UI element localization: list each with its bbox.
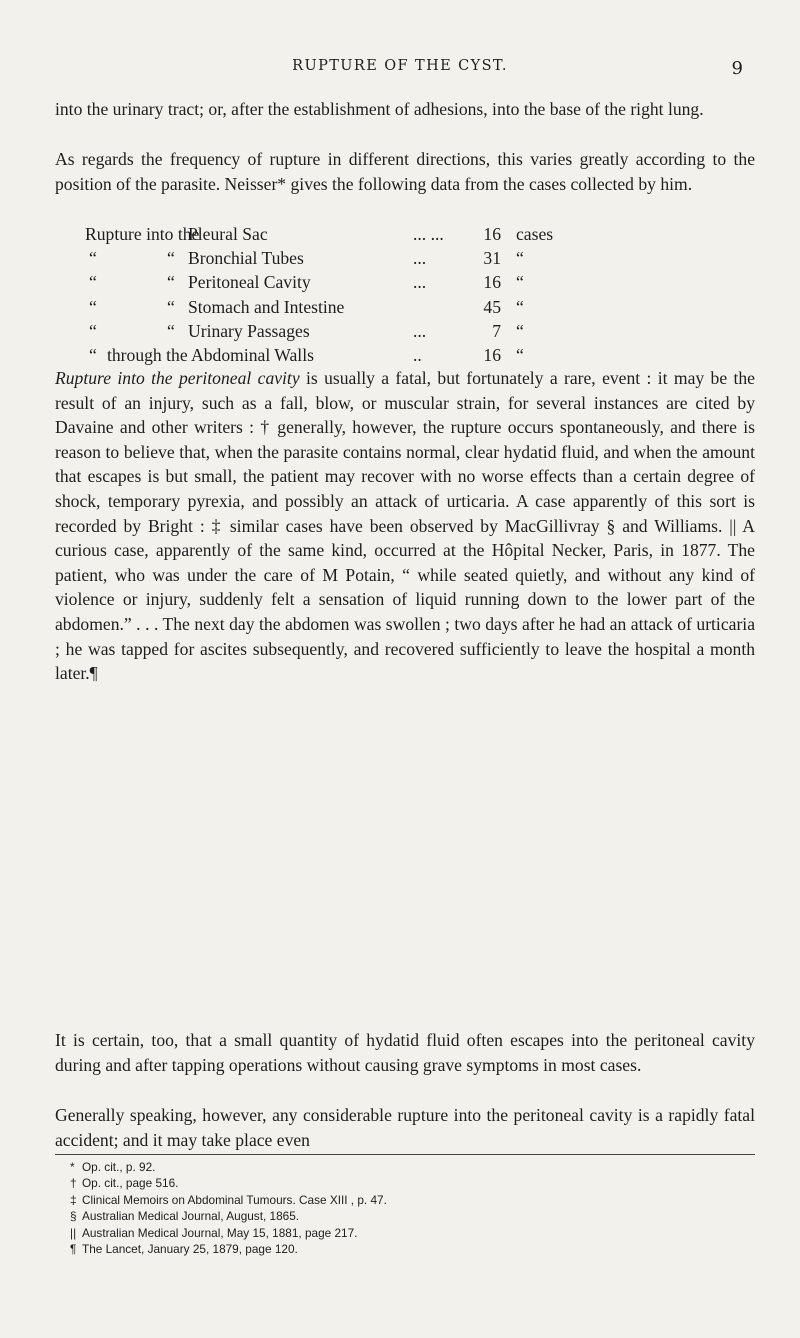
ditto-mark: “ xyxy=(167,320,175,341)
table-row xyxy=(85,270,765,294)
paragraph-1 xyxy=(55,97,755,122)
ditto-mark: “ xyxy=(516,320,524,341)
ditto-mark: “ xyxy=(516,296,524,317)
ditto-mark: “ xyxy=(89,320,97,341)
row-count: 16 xyxy=(483,224,501,244)
paragraph-4-text: It is certain, too, that a small quantity of hydatid fluid often escapes into the peritoneal cavity during and after tapping operations without causing grave symptoms in most cases. xyxy=(55,1030,755,1075)
ditto-mark: “ xyxy=(89,296,97,317)
footnote-text: Clinical Memoirs on Abdominal Tumours. Case XIII , p. 47. xyxy=(82,1192,387,1207)
footnote xyxy=(70,1192,750,1208)
ditto-mark: “ xyxy=(89,344,97,365)
row-description: through the Abdominal Walls xyxy=(107,344,314,365)
table-row xyxy=(85,319,765,343)
footnote-mark: † xyxy=(70,1176,77,1191)
paragraph-5 xyxy=(55,1103,755,1152)
ditto-mark: “ xyxy=(516,272,524,293)
footnotes xyxy=(70,1159,750,1257)
running-title: RUPTURE OF THE CYST. xyxy=(292,58,508,74)
ditto-mark: “ xyxy=(167,272,175,293)
footnote-text: Australian Medical Journal, May 15, 1881, page 217. xyxy=(82,1225,358,1240)
footnote xyxy=(70,1159,750,1175)
page-header xyxy=(0,58,800,82)
footnote-text: Australian Medical Journal, August, 1865. xyxy=(82,1209,300,1224)
rupture-frequency-table xyxy=(85,222,765,367)
row-count: 45 xyxy=(483,296,501,317)
footnote-mark: § xyxy=(70,1209,77,1224)
ditto-mark: “ xyxy=(167,296,175,317)
footnote-text: The Lancet, January 25, 1879, page 120. xyxy=(82,1242,298,1257)
row-unit: cases xyxy=(516,224,554,244)
row-leader-dots: ... xyxy=(413,248,427,269)
footnote-text: Op. cit., p. 92. xyxy=(82,1160,156,1174)
footnote-mark: || xyxy=(70,1225,77,1240)
footnote xyxy=(70,1175,750,1191)
row-description: Peritoneal Cavity xyxy=(188,272,311,293)
footnote xyxy=(70,1208,750,1224)
paragraph-3-body: is usually a fatal, but fortunately a rare, event : it may be the result of an injury, such as a fall, blow, or muscular strain, for several instances are cited by Davaine and other writers : † generally, however, the rupture occurs spontaneously, and there is reason to believe that, when the parasite contains normal, clear hydatid fluid, and when the amount that escapes is but small, the patient may recover with no worse effects than a certain degree of shock, temporary pyrexia, and possibly an attack of urticaria. A case apparently of this sort is recorded by Bright : ‡ similar cases have been observed by MacGillivray § and Williams. || A curious case, apparently of the same kind, occurred at the Hôpital Necker, Paris, in 1877. The patient, who was under the care of M Potain, “ while seated quietly, and without any kind of violence or injury, suddenly felt a sensation of liquid running down to the lower part of the abdomen.” . . . The next day the abdomen was swollen ; two days after he had an attack of urticaria ; he was tapped for ascites subsequently, and recovered sufficiently to leave the hospital a month later.¶ xyxy=(55,368,755,684)
footnote xyxy=(70,1225,750,1241)
row-leader-dots: ... xyxy=(413,272,427,293)
table-row xyxy=(85,222,765,246)
table-row xyxy=(85,343,765,367)
row-description: Stomach and Intestine xyxy=(188,296,345,317)
ditto-mark: “ xyxy=(516,248,524,269)
footnote-divider xyxy=(55,1154,755,1155)
footnote xyxy=(70,1241,750,1257)
paragraph-2 xyxy=(55,147,755,196)
paragraph-5-text: Generally speaking, however, any considerable rupture into the peritoneal cavity is a rapidly fatal accident; and it may take place even xyxy=(55,1105,755,1150)
table-row xyxy=(85,246,765,270)
paragraph-3-text xyxy=(55,366,755,686)
row-count: 7 xyxy=(492,320,501,341)
ditto-mark: “ xyxy=(89,272,97,293)
ditto-mark: “ xyxy=(516,344,524,365)
row-leader-dots: ... ... xyxy=(413,224,444,244)
ditto-mark: “ xyxy=(167,248,175,269)
row-description: Bronchial Tubes xyxy=(188,248,304,269)
paragraph-2-text: As regards the frequency of rupture in different directions, this varies greatly according to the position of the parasite. Neisser* gives the following data from the cases collected by him. xyxy=(55,149,755,194)
row-description: Urinary Passages xyxy=(188,320,310,341)
row-description: Pleural Sac xyxy=(188,224,268,244)
row-leader-dots: ... xyxy=(413,320,427,341)
paragraph-4 xyxy=(55,1028,755,1077)
ditto-mark: “ xyxy=(89,248,97,269)
footnote-text: Op. cit., page 516. xyxy=(82,1176,179,1191)
row-count: 16 xyxy=(483,344,501,365)
table-row xyxy=(85,295,765,319)
footnote-mark: * xyxy=(70,1160,75,1174)
page-number: 9 xyxy=(731,58,743,79)
paragraph-3 xyxy=(55,366,755,686)
paragraph-1-text: into the urinary tract; or, after the establishment of adhesions, into the base of the right lung. xyxy=(55,99,704,119)
row-count: 31 xyxy=(483,248,501,269)
footnote-mark: ‡ xyxy=(70,1192,77,1207)
footnote-mark: ¶ xyxy=(70,1242,77,1257)
row-count: 16 xyxy=(483,272,501,293)
row-label: Rupture into the xyxy=(85,224,200,244)
row-leader-dots: .. xyxy=(413,344,422,365)
italic-phrase: Rupture into the peritoneal cavity xyxy=(55,368,300,388)
